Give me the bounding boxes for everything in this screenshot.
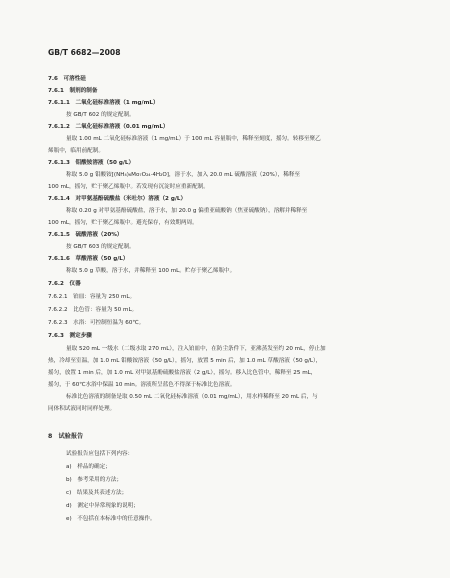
section-7-6-1-2-title: 7.6.1.2 二氧化硅标准溶液（0.01 mg/mL）	[48, 124, 169, 130]
list-item: 7.6.2.2 比色管：容量为 50 mL。	[48, 307, 138, 313]
list-item: e) 不包括在本标准中的任意操作。	[66, 516, 156, 522]
paragraph-line: 烯瓶中，临用前配制。	[48, 148, 104, 154]
section-7-6-1-3-title: 7.6.1.3 钼酸铵溶液（50 g/L）	[48, 160, 135, 166]
section-7-6-1-1-title: 7.6.1.1 二氧化硅标准溶液（1 mg/mL）	[48, 100, 159, 106]
paragraph-line: 摇匀，于 60℃水浴中保温 10 min。溶液所呈蓝色不得深于标准比色溶液。	[48, 382, 236, 388]
section-7-6-3-title: 7.6.3 测定步骤	[48, 333, 92, 339]
list-item: 7.6.2.3 水浴：可控制恒温为 60℃。	[48, 320, 145, 326]
list-item: c) 结果及其表述方法；	[66, 490, 128, 496]
standard-header: GB/T 6682—2008	[48, 48, 121, 57]
section-8-title: 8 试验报告	[48, 433, 84, 440]
section-7-6-1-6-title: 7.6.1.6 草酸溶液（50 g/L）	[48, 256, 129, 262]
paragraph-line: 称取 5.0 g 钼酸铵[(NH₄)₆Mo₇O₂₄·4H₂O]，溶于水，加入 20.0 mL 硫酸溶液（20%），稀释至	[66, 172, 301, 178]
paragraph-line: 试验报告应包括下列内容：	[66, 451, 134, 457]
section-7-6-1-title: 7.6.1 制剂的制备	[48, 88, 98, 94]
paragraph-line: 量取 1.00 mL 二氧化硅标准溶液（1 mg/mL）于 100 mL 容量瓶中，稀释至刻度，摇匀。转移至聚乙	[66, 136, 321, 142]
paragraph-line: 同体积试液同时同样处理。	[48, 406, 116, 412]
paragraph-line: 100 mL，摇匀，贮于聚乙烯瓶中。避光保存，有效期两周。	[48, 220, 198, 226]
section-7-6-title: 7.6 可溶性硅	[48, 76, 86, 82]
list-item: 7.6.2.1 铂皿：容量为 250 mL。	[48, 294, 136, 300]
paragraph-line: 按 GB/T 602 的规定配制。	[66, 112, 135, 118]
section-7-6-1-4-title: 7.6.1.4 对甲氨基酚硫酸盐（米吐尔）溶液（2 g/L）	[48, 196, 187, 202]
list-item: d) 测定中异常现象的说明；	[66, 503, 139, 509]
paragraph-line: 热，冷却至室温，加 1.0 mL 钼酸铵溶液（50 g/L），摇匀，放置 5 min 后，加 1.0 mL 草酸溶液（50 g/L），	[48, 358, 322, 364]
paragraph-line: 100 mL，摇匀，贮于聚乙烯瓶中。若发现有沉淀时应重新配制。	[48, 184, 209, 190]
paragraph-line: 称取 5.0 g 草酸，溶于水，并稀释至 100 mL。贮存于聚乙烯瓶中。	[66, 268, 236, 274]
list-item: b) 参考采用的方法；	[66, 477, 123, 483]
paragraph-line: 标准比色溶液的制备是取 0.50 mL 二氧化硅标准溶液（0.01 mg/mL），用水样稀释至 20 mL 后，与	[66, 394, 318, 400]
section-7-6-1-5-title: 7.6.1.5 硫酸溶液（20%）	[48, 232, 123, 238]
paragraph-line: 称取 0.20 g 对甲氨基酚硫酸盐，溶于水，加 20.0 g 偏重亚硫酸钠（焦亚硫酸钠），溶解并稀释至	[66, 208, 308, 214]
paragraph-line: 按 GB/T 603 的规定配制。	[66, 244, 135, 250]
paragraph-line: 摇匀，放置 1 min 后，加 1.0 mL 对甲氨基酚硫酸盐溶液（2 g/L），摇匀。移入比色管中，稀释至 25 mL，	[48, 370, 317, 376]
paragraph-line: 量取 520 mL 一级水（二级水取 270 mL），注入铂皿中，在防尘条件下，亚沸蒸发至约 20 mL，停止加	[66, 346, 326, 352]
list-item: a) 样品的确定；	[66, 464, 111, 470]
section-7-6-2-title: 7.6.2 仪器	[48, 281, 81, 287]
